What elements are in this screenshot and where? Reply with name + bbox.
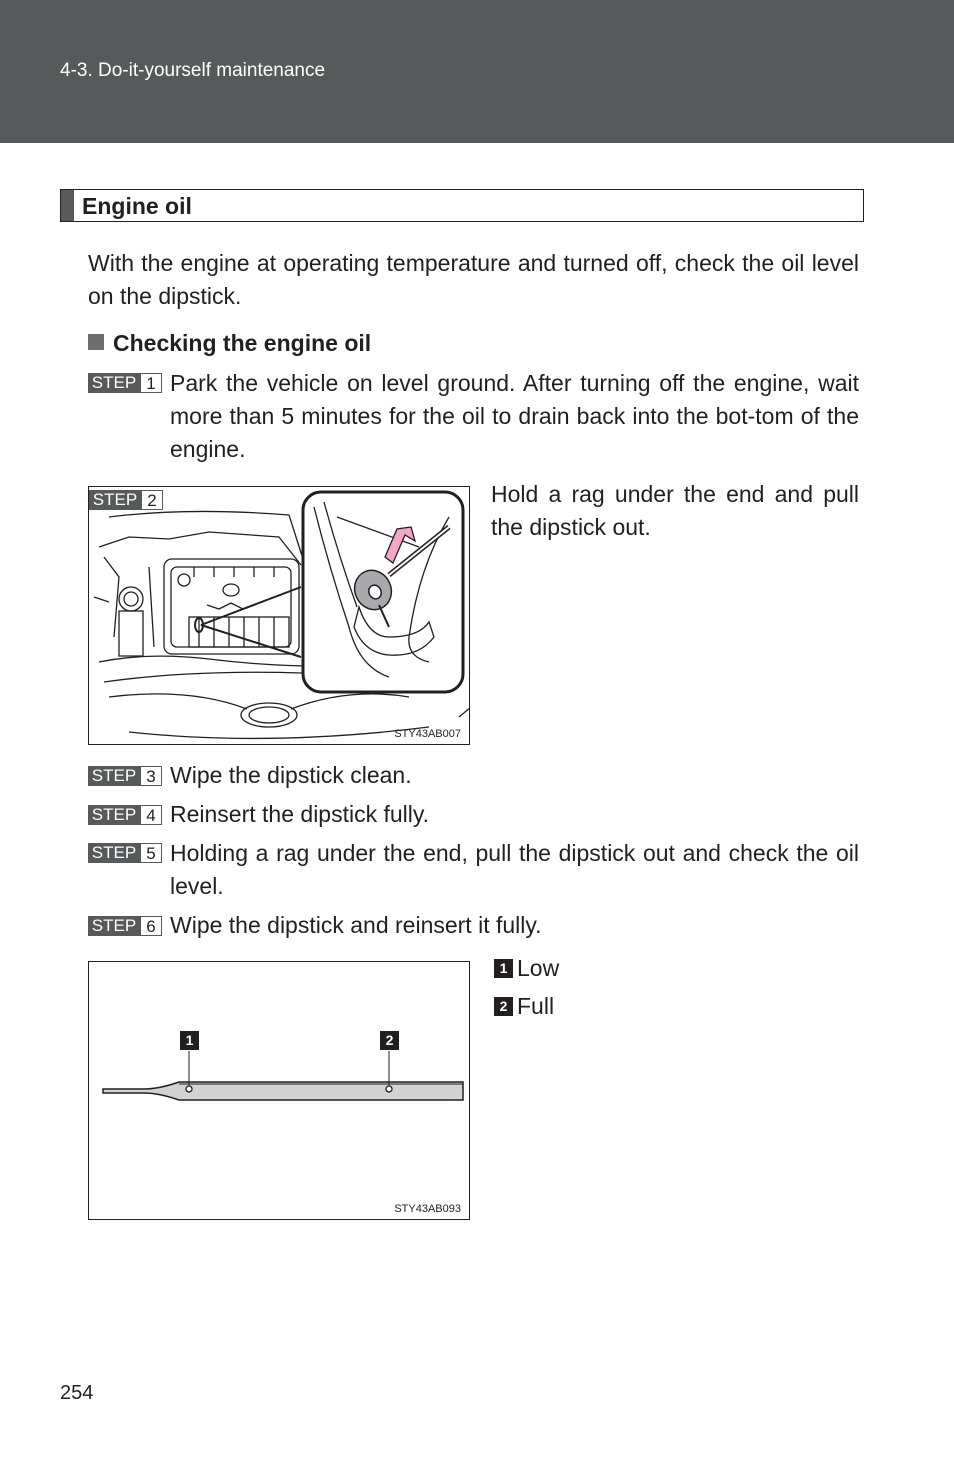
legend-item-low xyxy=(494,952,559,985)
step-label: STEP xyxy=(88,766,140,786)
subheading xyxy=(88,327,371,360)
step-number: 3 xyxy=(140,766,162,786)
intro-paragraph: With the engine at operating temperature and turned off, check the oil level on the dipstick. xyxy=(88,250,859,309)
step-5-text: Holding a rag under the end, pull the dipstick out and check the oil level. xyxy=(170,840,859,899)
page-number: 254 xyxy=(60,1382,94,1404)
step-label: STEP xyxy=(88,805,140,825)
step-2-text: Hold a rag under the end and pull the dipstick out. xyxy=(491,481,859,540)
chapter-title: 4-3. Do-it-yourself maintenance xyxy=(60,60,326,81)
figure-code: STY43AB007 xyxy=(394,728,461,740)
dipstick-figure xyxy=(88,961,470,1220)
figure-code: STY43AB093 xyxy=(394,1203,461,1215)
step-4-text: Reinsert the dipstick fully. xyxy=(170,801,430,827)
step-6-badge xyxy=(88,916,162,936)
step-2-badge xyxy=(89,490,163,510)
dipstick-illustration xyxy=(89,962,470,1220)
step-number: 6 xyxy=(140,916,162,936)
step-6-text: Wipe the dipstick and reinsert it fully. xyxy=(170,912,542,938)
section-heading-marker xyxy=(61,190,74,221)
step-number: 2 xyxy=(141,490,163,510)
step-label: STEP xyxy=(88,843,140,863)
legend-text: Full xyxy=(517,993,555,1019)
subheading-text: Checking the engine oil xyxy=(113,330,372,356)
square-bullet-icon xyxy=(88,334,104,350)
legend-item-full xyxy=(494,990,554,1023)
section-heading xyxy=(60,189,864,222)
step-number: 4 xyxy=(140,805,162,825)
step-number: 1 xyxy=(140,373,162,393)
step-label: STEP xyxy=(89,490,141,510)
step-1-badge xyxy=(88,373,162,393)
step-5-badge xyxy=(88,843,162,863)
step-label: STEP xyxy=(88,916,140,936)
section-title: Engine oil xyxy=(82,193,192,219)
step-1-text: Park the vehicle on level ground. After turning off the engine, wait more than 5 minutes for the oil to drain back into the bot-tom of the engine. xyxy=(170,370,859,462)
legend-text: Low xyxy=(517,955,560,981)
engine-illustration xyxy=(89,487,470,745)
legend-badge: 1 xyxy=(494,959,513,978)
step-3-text: Wipe the dipstick clean. xyxy=(170,762,412,788)
legend-badge: 2 xyxy=(494,997,513,1016)
step-number: 5 xyxy=(140,843,162,863)
step-label: STEP xyxy=(88,373,140,393)
engine-figure xyxy=(88,486,470,745)
callout-2-badge: 2 xyxy=(380,1031,399,1050)
step-4-badge xyxy=(88,805,162,825)
step-3-badge xyxy=(88,766,162,786)
callout-1-badge: 1 xyxy=(180,1031,199,1050)
